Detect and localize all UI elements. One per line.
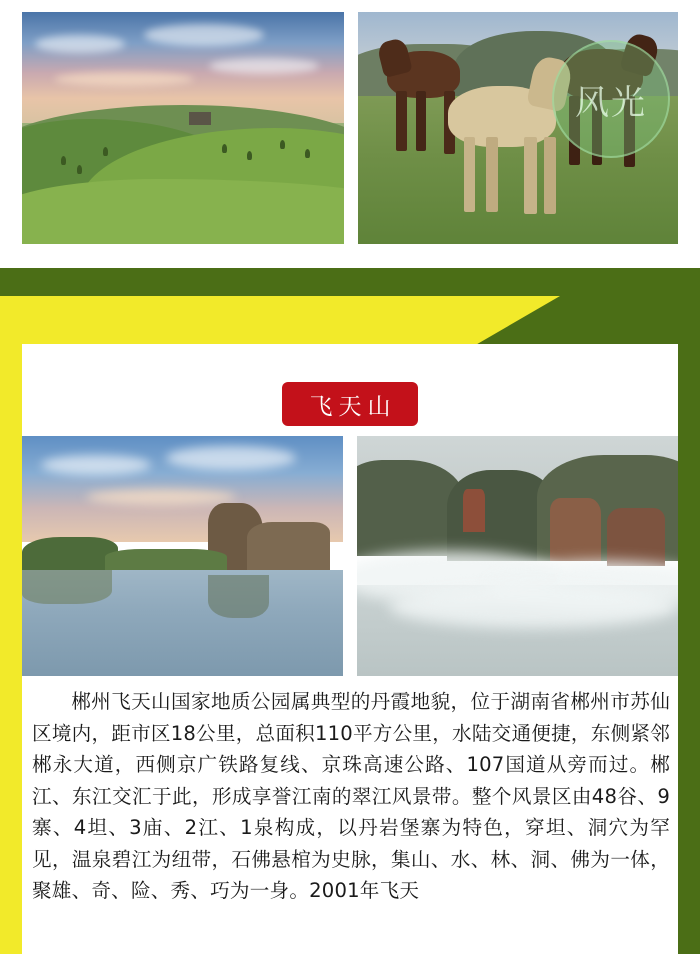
top-photo-row (22, 12, 678, 244)
watermark-text: 风光 (575, 84, 647, 122)
foal-leg (464, 137, 476, 211)
foal-leg (486, 137, 498, 211)
tree-shape (222, 144, 227, 153)
fog-layer (389, 585, 678, 628)
danxia-ridge (247, 522, 330, 575)
feitianshan-mist-photo (357, 436, 678, 676)
hilltop-hut (189, 112, 211, 125)
grassland-sunset-photo (22, 12, 344, 244)
feitianshan-lake-photo (22, 436, 343, 676)
red-cliff (550, 498, 601, 560)
yellow-side-strip (0, 344, 22, 954)
section-title-badge: 飞天山 (282, 382, 418, 426)
description-paragraph: 郴州飞天山国家地质公园属典型的丹霞地貌，位于湖南省郴州市苏仙区境内，距市区18公里，总面积110平方公里，水陆交通便捷，东侧紧邻郴永大道，西侧京广铁路复线、京珠高速公路、107国道从旁而过。郴江、东江交汇于此，形成享誉江南的翠江风景带。整个风景区由48谷、9寨、4坦、3庙、2江、1泉构成，以丹岩堡寨为特色，穿坦、洞穴为罕见，温泉碧江为纽带，石佛悬棺为史脉，集山、水、林、洞、佛为一体，聚雄、奇、险、秀、巧为一身。2001年飞天 (32, 690, 670, 902)
main-photo-row (22, 436, 678, 676)
tree-shape (77, 165, 82, 174)
horses-grazing-photo (358, 12, 678, 244)
tree-shape (61, 156, 66, 165)
foreground-grass (22, 179, 344, 244)
water-reflection (208, 575, 269, 618)
tree-shape (247, 151, 252, 160)
water-reflection (22, 570, 112, 604)
horse-leg (396, 91, 406, 151)
main-content-card (22, 344, 678, 954)
cloud-shape (166, 446, 296, 470)
horse-leg (416, 91, 426, 151)
red-cliff (463, 489, 485, 532)
tree-shape (280, 140, 285, 149)
red-cliff (607, 508, 665, 566)
foal-leg (524, 137, 536, 214)
yellow-wedge-accent (0, 296, 560, 348)
circular-watermark (552, 40, 670, 158)
cloud-shape (86, 489, 236, 505)
cloud-shape (144, 24, 264, 46)
tree-shape (103, 147, 108, 156)
top-photo-panel (0, 0, 700, 268)
tree-shape (305, 149, 310, 158)
